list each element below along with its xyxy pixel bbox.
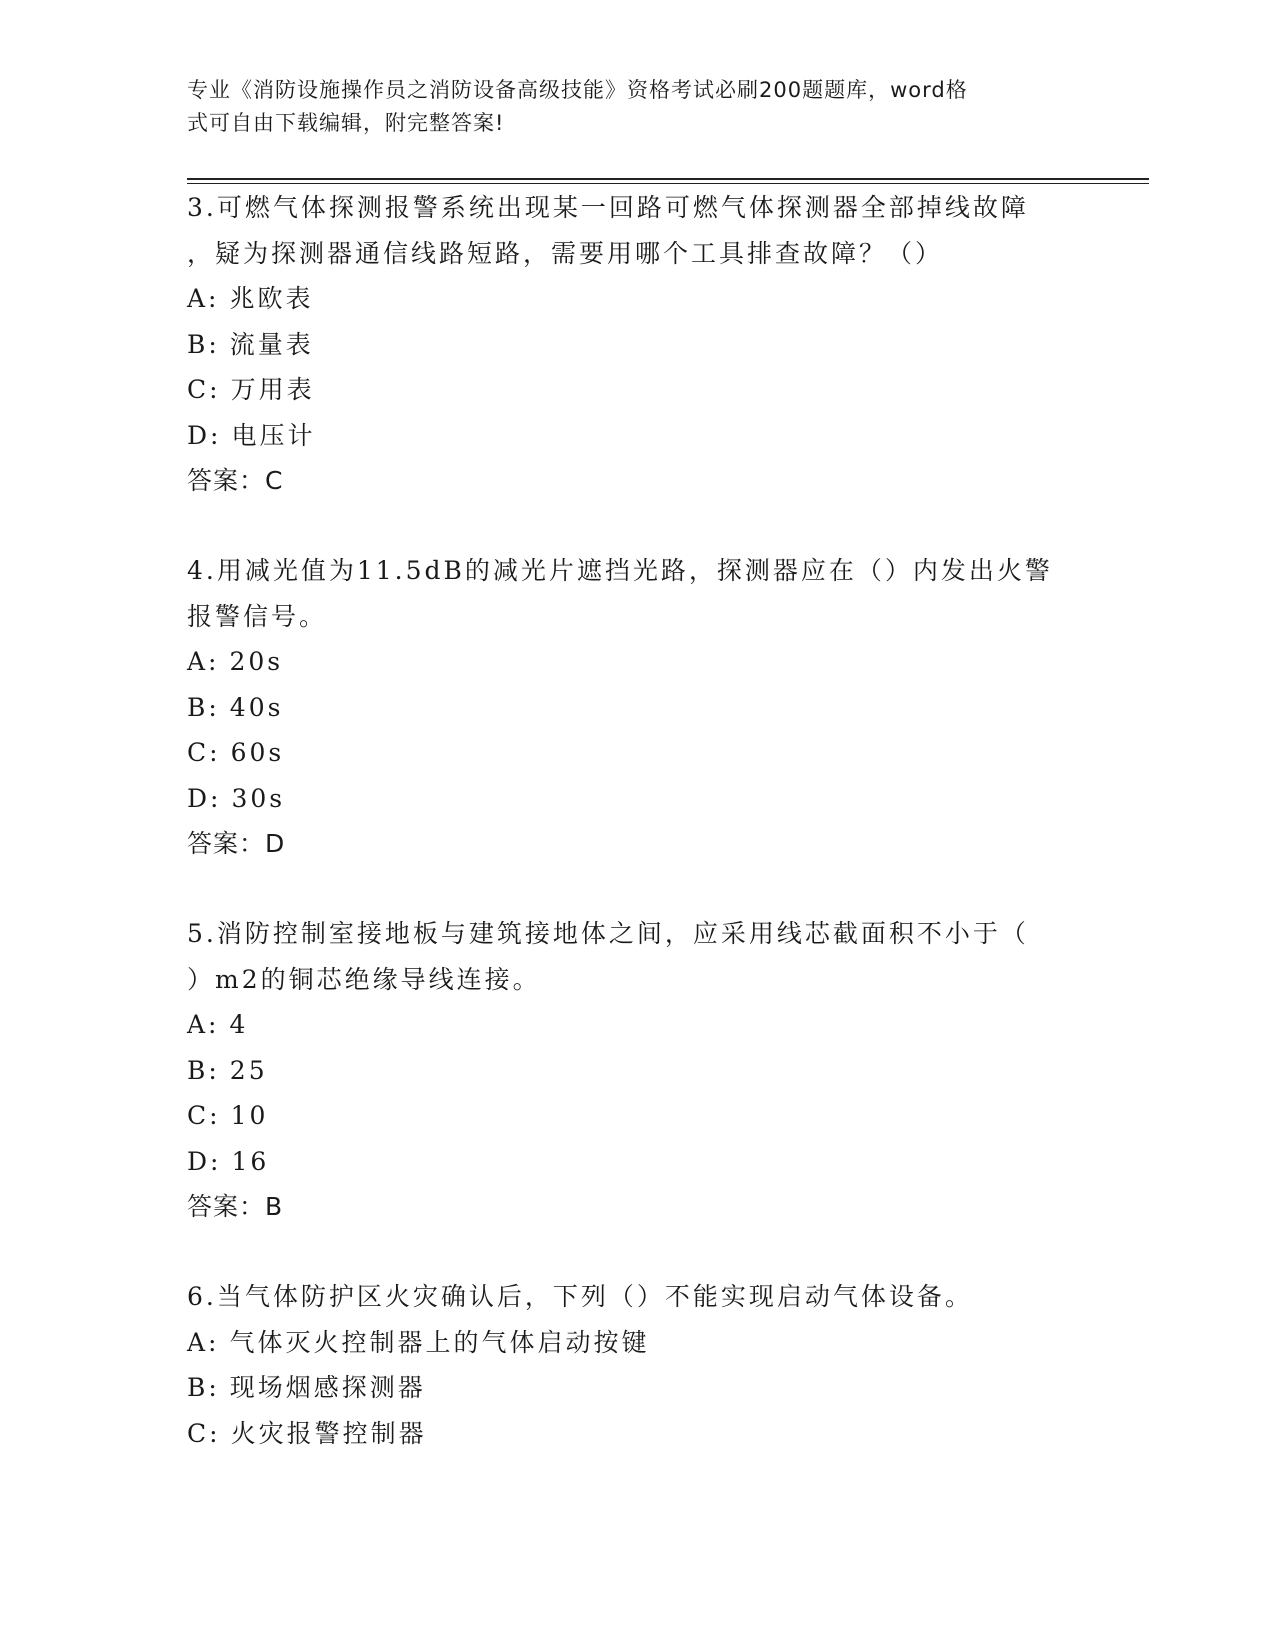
option-label: A: (187, 284, 220, 313)
option-a (187, 639, 1087, 685)
option-text: 30s (231, 783, 286, 813)
option-text: 电压计 (231, 420, 316, 450)
question-4 (187, 548, 1087, 867)
option-text: 气体灭火控制器上的气体启动按键 (229, 1327, 650, 1357)
option-label: D: (187, 783, 222, 813)
question-5 (187, 911, 1087, 1230)
option-text: 25 (229, 1055, 268, 1085)
option-label: C: (187, 1101, 221, 1130)
answer: 答案：C (187, 466, 284, 495)
option-text: 万用表 (230, 375, 315, 404)
question-6 (187, 1274, 1087, 1456)
option-text: 兆欧表 (229, 284, 314, 313)
option-label: C: (187, 738, 221, 767)
option-label: D: (187, 1146, 222, 1176)
option-text: 流量表 (229, 329, 314, 359)
option-b (187, 685, 1087, 731)
question-stem-line: 报警信号。 (187, 601, 328, 631)
option-label: B: (187, 692, 220, 722)
option-a (187, 1320, 1087, 1366)
option-c (187, 730, 1087, 776)
document-header (187, 74, 1067, 140)
option-a (187, 1002, 1087, 1048)
option-c (187, 367, 1087, 413)
option-b (187, 322, 1087, 368)
option-text: 40s (229, 692, 284, 722)
option-text: 16 (231, 1146, 270, 1176)
header-divider-thin (187, 183, 1149, 184)
question-3 (187, 185, 1087, 504)
option-text: 现场烟感探测器 (229, 1373, 426, 1402)
header-line-2: 式可自由下载编辑，附完整答案! (187, 111, 505, 135)
option-label: A: (187, 1327, 220, 1357)
option-text: 4 (229, 1010, 249, 1039)
option-text: 60s (230, 738, 285, 767)
option-a (187, 276, 1087, 322)
option-text: 火灾报警控制器 (230, 1418, 427, 1448)
option-b (187, 1048, 1087, 1094)
question-stem-line: ）m2的铜芯绝缘导线连接。 (187, 964, 541, 994)
question-stem-line: 3.可燃气体探测报警系统出现某一回路可燃气体探测器全部掉线故障 (187, 193, 1029, 222)
option-d (187, 1139, 1087, 1185)
option-text: 20s (229, 647, 284, 676)
header-divider (187, 178, 1149, 180)
question-stem-line: 4.用减光值为11.5dB的减光片遮挡光路，探测器应在（）内发出火警 (187, 556, 1053, 585)
option-text: 10 (230, 1101, 269, 1130)
question-stem-line: 6.当气体防护区火灾确认后，下列（）不能实现启动气体设备。 (187, 1282, 973, 1311)
header-line-1: 专业《消防设施操作员之消防设备高级技能》资格考试必刷200题题库，word格 (187, 78, 968, 102)
option-label: A: (187, 647, 220, 676)
answer: 答案：B (187, 1192, 284, 1221)
option-label: D: (187, 420, 222, 450)
option-label: B: (187, 329, 220, 359)
option-label: B: (187, 1373, 220, 1402)
option-label: C: (187, 1418, 221, 1448)
option-label: B: (187, 1055, 220, 1085)
option-d (187, 776, 1087, 822)
question-stem-line: ，疑为探测器通信线路短路，需要用哪个工具排查故障？（） (187, 238, 944, 268)
option-d (187, 413, 1087, 459)
option-c (187, 1411, 1087, 1457)
option-label: C: (187, 375, 221, 404)
answer: 答案：D (187, 829, 286, 858)
option-label: A: (187, 1010, 220, 1039)
option-b (187, 1365, 1087, 1411)
option-c (187, 1093, 1087, 1139)
question-stem-line: 5.消防控制室接地板与建筑接地体之间，应采用线芯截面积不小于（ (187, 919, 1029, 948)
